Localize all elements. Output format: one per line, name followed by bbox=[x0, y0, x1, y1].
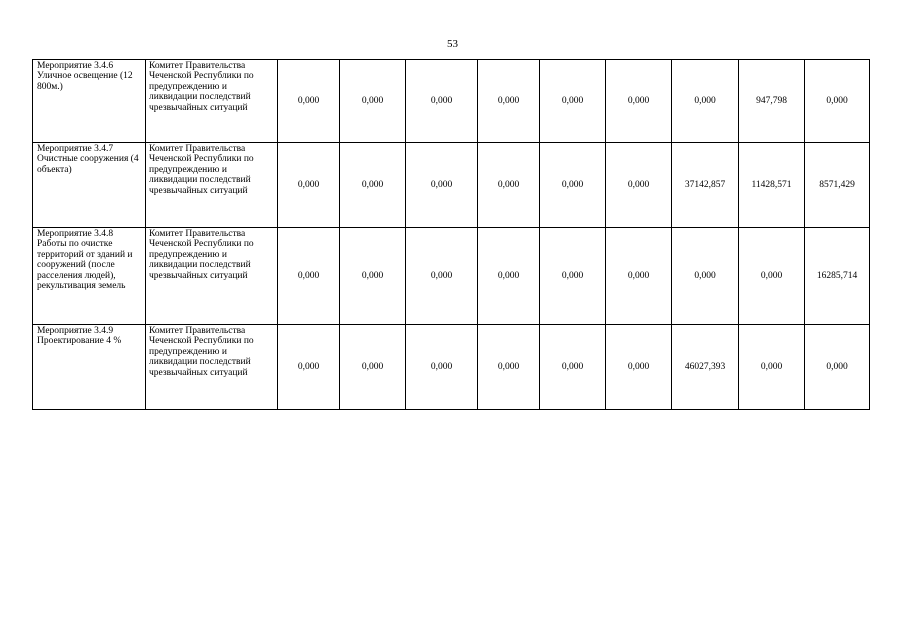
executor-name: Комитет Правительства Чеченской Республики по предупреждению и ликвидации последствий чрезвычайных ситуаций bbox=[149, 229, 254, 281]
value-cell: 46027,393 bbox=[672, 325, 739, 410]
value-cell: 0,000 bbox=[478, 143, 540, 228]
value-cell: 8571,429 bbox=[805, 143, 870, 228]
value-cell: 0,000 bbox=[805, 325, 870, 410]
value-cell: 0,000 bbox=[540, 143, 606, 228]
value-cell: 0,000 bbox=[278, 60, 340, 143]
value-cell: 0,000 bbox=[606, 60, 672, 143]
value-cell: 37142,857 bbox=[672, 143, 739, 228]
event-name: Мероприятие 3.4.7 Очистные сооружения (4 объекта) bbox=[37, 144, 139, 175]
value-cell: 0,000 bbox=[672, 60, 739, 143]
value-cell: 0,000 bbox=[340, 143, 406, 228]
executor-cell bbox=[146, 60, 278, 143]
executor-name: Комитет Правительства Чеченской Республики по предупреждению и ликвидации последствий чрезвычайных ситуаций bbox=[149, 144, 254, 196]
value-cell: 0,000 bbox=[478, 228, 540, 325]
executor-cell bbox=[146, 228, 278, 325]
table-row bbox=[33, 228, 870, 325]
value-cell: 16285,714 bbox=[805, 228, 870, 325]
value-cell: 0,000 bbox=[406, 143, 478, 228]
event-cell bbox=[33, 60, 146, 143]
value-cell: 0,000 bbox=[672, 228, 739, 325]
executor-name: Комитет Правительства Чеченской Республики по предупреждению и ликвидации последствий чрезвычайных ситуаций bbox=[149, 61, 254, 113]
executor-name: Комитет Правительства Чеченской Республики по предупреждению и ликвидации последствий чрезвычайных ситуаций bbox=[149, 326, 254, 378]
value-cell: 0,000 bbox=[478, 60, 540, 143]
event-cell bbox=[33, 325, 146, 410]
value-cell: 11428,571 bbox=[739, 143, 805, 228]
value-cell: 0,000 bbox=[278, 325, 340, 410]
value-cell: 0,000 bbox=[606, 228, 672, 325]
value-cell: 0,000 bbox=[540, 325, 606, 410]
value-cell: 0,000 bbox=[278, 143, 340, 228]
event-cell bbox=[33, 143, 146, 228]
page-number: 53 bbox=[447, 38, 458, 50]
value-cell: 0,000 bbox=[739, 228, 805, 325]
value-cell: 0,000 bbox=[340, 325, 406, 410]
value-cell: 0,000 bbox=[540, 60, 606, 143]
value-cell: 0,000 bbox=[478, 325, 540, 410]
table-row bbox=[33, 143, 870, 228]
value-cell: 947,798 bbox=[739, 60, 805, 143]
value-cell: 0,000 bbox=[406, 325, 478, 410]
event-name: Мероприятие 3.4.6 Уличное освещение (12 800м.) bbox=[37, 61, 133, 92]
value-cell: 0,000 bbox=[739, 325, 805, 410]
value-cell: 0,000 bbox=[406, 228, 478, 325]
value-cell: 0,000 bbox=[540, 228, 606, 325]
value-cell: 0,000 bbox=[278, 228, 340, 325]
event-name: Мероприятие 3.4.8 Работы по очистке территорий от зданий и сооружений (после расселения людей), рекультивация земель bbox=[37, 229, 133, 292]
executor-cell bbox=[146, 325, 278, 410]
value-cell: 0,000 bbox=[340, 228, 406, 325]
value-cell: 0,000 bbox=[606, 325, 672, 410]
table-row bbox=[33, 325, 870, 410]
event-cell bbox=[33, 228, 146, 325]
event-name: Мероприятие 3.4.9 Проектирование 4 % bbox=[37, 326, 122, 347]
value-cell: 0,000 bbox=[406, 60, 478, 143]
value-cell: 0,000 bbox=[606, 143, 672, 228]
table-row bbox=[33, 60, 870, 143]
budget-table bbox=[32, 59, 870, 410]
executor-cell bbox=[146, 143, 278, 228]
value-cell: 0,000 bbox=[340, 60, 406, 143]
value-cell: 0,000 bbox=[805, 60, 870, 143]
